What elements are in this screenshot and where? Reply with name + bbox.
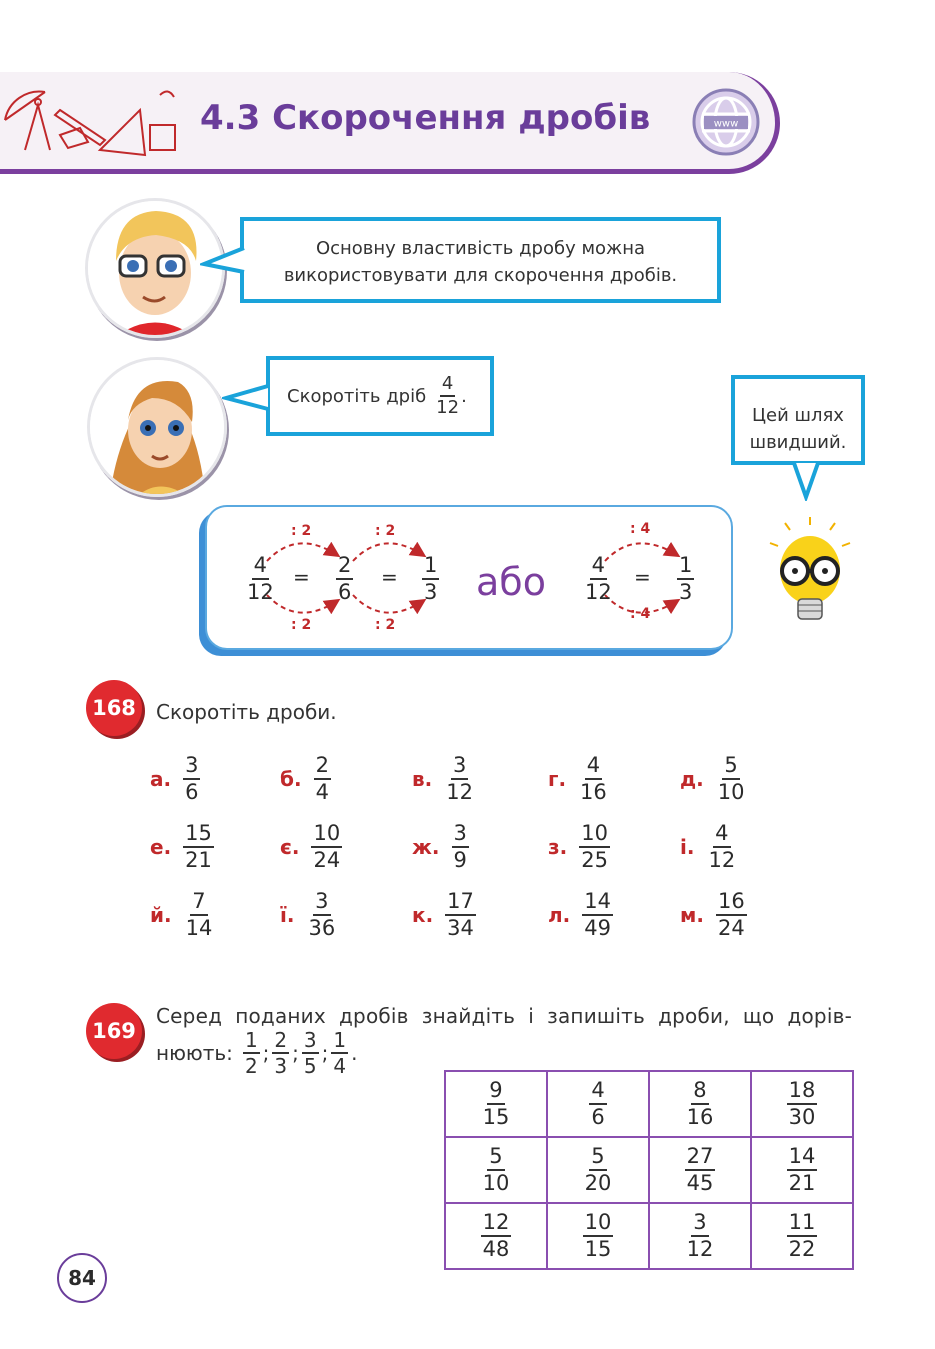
girl-bubble-fraction: $\frac{4}{12}$ <box>436 373 460 418</box>
item-fraction: $\frac{3}{36}$ <box>308 889 336 940</box>
or-word: або <box>476 560 546 604</box>
boy-speech-bubble <box>240 217 721 303</box>
globe-www-icon[interactable] <box>692 88 760 156</box>
divide-label-bottom-1: : 2 <box>291 617 312 633</box>
item-letter: є. <box>280 835 300 859</box>
exercise-169-line1: Серед поданих дробів знайдіть і запишіть дроби, що дорів- <box>156 1004 852 1028</box>
cell-fraction: $\frac{14}{21}$ <box>788 1144 816 1195</box>
table-cell <box>445 1137 547 1203</box>
table-row <box>445 1137 853 1203</box>
example-fraction-1-3: $\frac{1}{3}$ <box>424 553 438 604</box>
cell-fraction: $\frac{9}{15}$ <box>482 1078 510 1129</box>
divide-label-bottom-3: : 4 <box>630 606 651 622</box>
bulb-bubble-line1: Цей шлях <box>752 405 844 426</box>
item-letter: г. <box>548 767 567 791</box>
table-cell <box>649 1203 751 1269</box>
table-row <box>445 1071 853 1137</box>
table-cell <box>547 1071 649 1137</box>
target-fraction: $\frac{3}{5}$ <box>303 1028 317 1078</box>
section-title: 4.3 Скорочення дробів <box>200 98 651 138</box>
equals-sign: = <box>293 565 310 589</box>
fraction-exercise-item <box>150 891 214 939</box>
girl-speech-bubble: Скоротіть дріб $\frac{4}{12}$ . <box>266 356 494 436</box>
cell-fraction: $\frac{18}{30}$ <box>788 1078 816 1129</box>
item-fraction: $\frac{5}{10}$ <box>717 753 745 804</box>
fraction-exercise-item <box>548 823 610 871</box>
item-letter: в. <box>412 767 433 791</box>
item-letter: а. <box>150 767 172 791</box>
item-letter: е. <box>150 835 172 859</box>
item-fraction: $\frac{10}{24}$ <box>313 821 341 872</box>
page-number: 84 <box>57 1253 107 1303</box>
item-letter: і. <box>680 835 695 859</box>
table-cell <box>649 1071 751 1137</box>
table-cell <box>751 1137 853 1203</box>
fraction-exercise-item <box>680 891 747 939</box>
item-letter: ї. <box>280 903 295 927</box>
exercise-168-instruction: Скоротіть дроби. <box>156 700 337 724</box>
boy-bubble-tail <box>200 246 248 276</box>
exercise-number-badge: 168 <box>86 680 142 736</box>
item-letter: з. <box>548 835 568 859</box>
example-fraction-4-12: $\frac{4}{12}$ <box>247 553 274 604</box>
girl-avatar <box>87 357 227 497</box>
equals-sign: = <box>634 565 651 589</box>
fraction-exercise-item <box>548 891 613 939</box>
school-supplies-doodle-icon <box>0 80 190 160</box>
cell-fraction: $\frac{8}{16}$ <box>686 1078 714 1129</box>
exercise-168-fractions <box>150 755 790 950</box>
cell-fraction: $\frac{27}{45}$ <box>686 1144 714 1195</box>
cell-fraction: $\frac{4}{6}$ <box>591 1078 605 1129</box>
fraction-grid-table <box>444 1070 854 1270</box>
item-fraction: $\frac{16}{24}$ <box>717 889 745 940</box>
example-fraction-2-6: $\frac{2}{6}$ <box>338 553 352 604</box>
example-arrows <box>205 505 733 650</box>
item-fraction: $\frac{7}{14}$ <box>185 889 213 940</box>
exercise-169-line2: нюють: $\frac{1}{2}$ ; $\frac{2}{3}$ ; $\frac{3}{5}$ ; $\frac{1}{4}$ . <box>156 1028 358 1078</box>
target-fraction: $\frac{1}{4}$ <box>333 1028 347 1078</box>
target-fraction: $\frac{1}{2}$ <box>244 1028 258 1078</box>
example-fraction-1-3: $\frac{1}{3}$ <box>679 553 693 604</box>
table-row <box>445 1203 853 1269</box>
girl-bubble-tail <box>222 383 272 413</box>
table-cell <box>445 1071 547 1137</box>
item-fraction: $\frac{17}{34}$ <box>447 889 474 940</box>
equals-sign: = <box>381 565 398 589</box>
fraction-exercise-item <box>548 755 609 803</box>
item-fraction: $\frac{14}{49}$ <box>584 889 611 940</box>
fraction-exercise-item <box>150 823 214 871</box>
table-cell <box>751 1203 853 1269</box>
divide-label-top-2: : 2 <box>375 523 396 539</box>
fraction-exercise-item <box>412 891 476 939</box>
divide-label-top-1: : 2 <box>291 523 312 539</box>
bulb-speech-bubble <box>731 375 865 465</box>
boy-bubble-line2: використовувати для скорочення дробів. <box>283 265 678 286</box>
item-letter: ж. <box>412 835 440 859</box>
table-cell <box>547 1137 649 1203</box>
fraction-exercise-item <box>680 755 746 803</box>
exercise-number-badge: 169 <box>86 1003 142 1059</box>
table-cell <box>547 1203 649 1269</box>
item-letter: д. <box>680 767 704 791</box>
fraction-exercise-item <box>680 823 737 871</box>
divide-label-bottom-2: : 2 <box>375 617 396 633</box>
item-fraction: $\frac{4}{16}$ <box>580 753 607 804</box>
item-letter: й. <box>150 903 172 927</box>
divide-label-top-3: : 4 <box>630 521 651 537</box>
item-fraction: $\frac{3}{9}$ <box>453 821 467 872</box>
table-cell <box>445 1203 547 1269</box>
target-fraction: $\frac{2}{3}$ <box>274 1028 288 1078</box>
item-fraction: $\frac{2}{4}$ <box>315 753 329 804</box>
fraction-exercise-item <box>150 755 200 803</box>
cell-fraction: $\frac{11}{22}$ <box>788 1210 816 1261</box>
fraction-exercise-item <box>280 823 342 871</box>
cell-fraction: $\frac{3}{12}$ <box>686 1210 714 1261</box>
fraction-exercise-item <box>412 823 469 871</box>
table-cell <box>649 1137 751 1203</box>
cell-fraction: $\frac{5}{10}$ <box>482 1144 510 1195</box>
fraction-exercise-item <box>280 891 337 939</box>
svg-text:www: www <box>713 118 739 130</box>
item-fraction: $\frac{10}{25}$ <box>581 821 608 872</box>
item-letter: к. <box>412 903 434 927</box>
boy-bubble-line1: Основну властивість дробу можна <box>315 238 646 259</box>
fraction-exercise-item <box>280 755 331 803</box>
bulb-bubble-tail <box>790 461 822 501</box>
item-fraction: $\frac{4}{12}$ <box>708 821 736 872</box>
cell-fraction: $\frac{10}{15}$ <box>584 1210 612 1261</box>
item-fraction: $\frac{3}{6}$ <box>185 753 199 804</box>
item-letter: б. <box>280 767 302 791</box>
item-letter: л. <box>548 903 571 927</box>
lightbulb-mascot-icon <box>765 515 855 625</box>
fraction-exercise-item <box>412 755 475 803</box>
example-fraction-4-12: $\frac{4}{12}$ <box>585 553 612 604</box>
table-cell <box>751 1071 853 1137</box>
item-letter: м. <box>680 903 704 927</box>
bulb-bubble-line2: швидший. <box>749 432 847 453</box>
item-fraction: $\frac{3}{12}$ <box>446 753 473 804</box>
cell-fraction: $\frac{5}{20}$ <box>584 1144 612 1195</box>
girl-bubble-text: Скоротіть дріб <box>287 385 427 407</box>
item-fraction: $\frac{15}{21}$ <box>185 821 212 872</box>
cell-fraction: $\frac{12}{48}$ <box>482 1210 510 1261</box>
